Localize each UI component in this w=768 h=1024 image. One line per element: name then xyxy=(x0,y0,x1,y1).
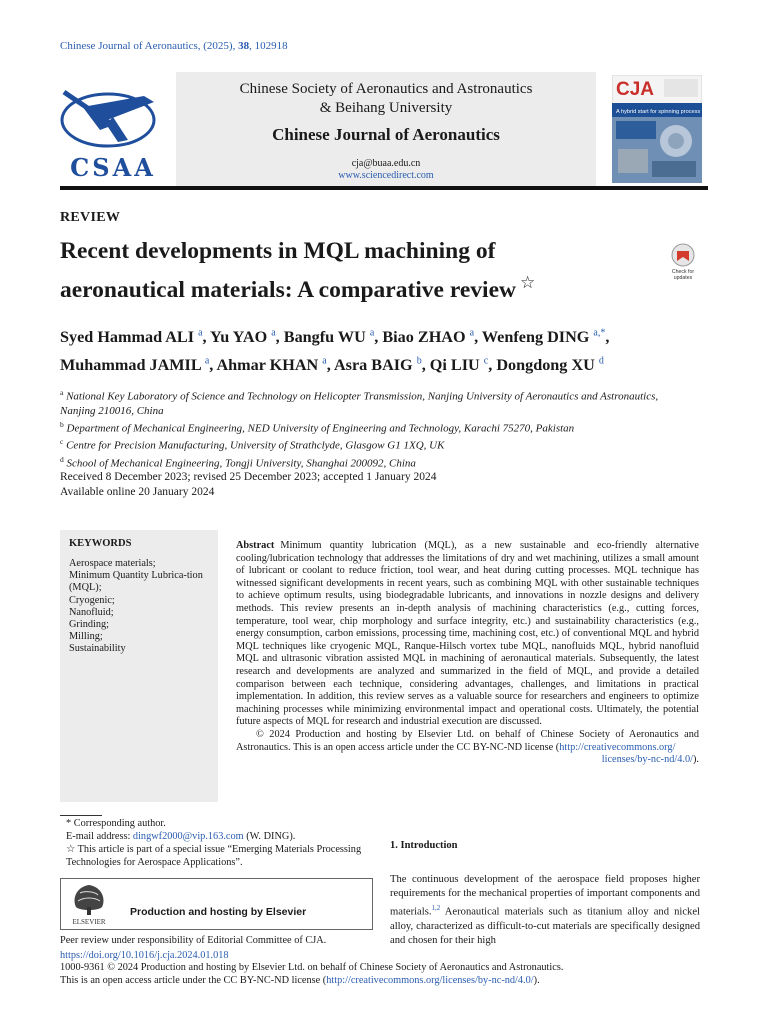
title-line-2: aeronautical materials: A comparative review xyxy=(60,276,516,303)
author[interactable] xyxy=(382,328,482,346)
author-name: Asra BAIG xyxy=(333,355,413,374)
svg-text:A hybrid start for spinning pr: A hybrid start for spinning process xyxy=(616,109,701,115)
author[interactable] xyxy=(334,356,430,374)
author-list xyxy=(60,322,720,377)
keyword-item: Minimum Quantity Lubrica-tion (MQL); xyxy=(69,570,203,594)
introduction-heading: 1. Introduction xyxy=(390,840,458,851)
affiliation-text: Department of Mechanical Engineering, NED University of Engineering and Technology, Karachi 75270, Pakistan xyxy=(66,422,575,435)
special-issue-note: This article is part of a special issue “Emerging Materials Processing Technologies for Aerospace Applications”. xyxy=(66,844,362,868)
peer-review-note: Peer review under responsibility of Editorial Committee of CJA. xyxy=(60,935,327,946)
author-separator: , xyxy=(474,328,482,347)
journal-reference[interactable]: Chinese Journal of Aeronautics, (2025), 38, 102918 xyxy=(60,40,288,52)
affiliation-text: Centre for Precision Manufacturing, University of Strathclyde, Glasgow G1 1XQ, UK xyxy=(66,439,445,452)
affiliation-mark: c xyxy=(60,437,64,447)
keyword-item: Grinding; xyxy=(69,619,110,631)
society-line-2: & Beihang University xyxy=(319,100,453,116)
author-name: Muhammad JAMIL xyxy=(60,355,201,374)
author-name: Qi LIU xyxy=(429,355,480,374)
author-name: Ahmar KHAN xyxy=(216,355,319,374)
affiliation-mark: a xyxy=(60,388,64,397)
author[interactable] xyxy=(482,328,610,346)
journal-website-link[interactable]: www.sciencedirect.com xyxy=(338,170,434,181)
license-link-part-1[interactable]: http://creativecommons.org/ xyxy=(559,741,676,753)
keyword-item: Aerospace materials; xyxy=(69,558,156,569)
affiliation-mark: b xyxy=(60,419,64,429)
journal-name: Chinese Journal of Aeronautics xyxy=(272,125,500,144)
keyword-item: Nanofluid; xyxy=(69,606,114,618)
journal-cover-image xyxy=(612,75,702,183)
online-date: Available online 20 January 2024 xyxy=(60,486,215,498)
hosting-text: Production and hosting by Elsevier xyxy=(130,906,307,918)
journal-ref-text: Chinese Journal of Aeronautics, (2025), xyxy=(60,40,236,52)
author-name: Biao ZHAO xyxy=(382,328,466,347)
author-affiliation-mark[interactable]: a xyxy=(469,328,475,339)
abstract-close: ). xyxy=(692,754,699,766)
affiliations xyxy=(60,386,660,471)
article-title xyxy=(60,236,620,306)
author-name: Wenfeng DING xyxy=(481,328,590,347)
author-separator: , xyxy=(275,328,284,347)
author-separator: , xyxy=(202,328,211,347)
author-separator: , xyxy=(326,355,334,374)
author-separator: , xyxy=(421,355,430,374)
author-affiliation-mark[interactable]: a xyxy=(369,328,375,339)
footnote-rule xyxy=(60,815,102,816)
affiliation xyxy=(60,386,660,418)
abstract-text: Minimum quantity lubrication (MQL), as a new sustainable and eco-friendly alternative cooling/lubrication technology that addresses the limitations of dry and wet machining, utilizes a small amount of lubricant or coolant to reduce friction, tool wear, and heat during cutting processes. MQL technique has witnessed significant developments in recent years, such as combining MQL with other sustainable techniques to achieve optimum results, using biodegradable lubricants, and innovations in nozzle designs and delivery methods. This review presents an in-depth analysis of machining characteristics (e.g., cutting forces, temperature, tool wear, chip morphology and surface integrity, etc.) and sustainability characteristics (e.g., energy consumption, carbon emissions, processing time, machining cost, etc.) of conventional MQL and hybrid MQL techniques like cryogenic MQL, Ranque-Hilsch vortex tube MQL, nanofluids MQL, hybrid nanofluid MQL and ultrasonic vibration assisted MQL in machining of aeronautical materials. Subsequently, the latest research and developments are analyzed and summarized in the field of MQL, and provide a detailed comparison between each technique, considering advantages, challenges, and limitations in practical implementation. In addition, this review serves as a valuable source for researchers and engineers to optimize machining processes while minimizing environmental impact and operational costs. Ultimately, the potential future aspects of MQL for research and industrial execution are discussed. xyxy=(236,540,699,728)
author-affiliation-mark[interactable]: a xyxy=(204,355,210,367)
elsevier-tree-logo xyxy=(66,881,112,927)
journal-contact xyxy=(176,158,596,182)
license-link-part-2[interactable]: licenses/by-nc-nd/4.0/ xyxy=(601,754,693,766)
csaa-logo xyxy=(58,72,168,184)
keywords-heading: KEYWORDS xyxy=(69,538,132,549)
header-rule xyxy=(60,186,708,190)
check-for-updates-badge[interactable] xyxy=(666,242,700,282)
author-affiliation-mark[interactable]: a,* xyxy=(593,328,606,339)
affiliation xyxy=(60,453,660,471)
society-line-1: Chinese Society of Aeronautics and Astronautics xyxy=(239,81,533,97)
author[interactable] xyxy=(210,328,284,346)
author-separator: , xyxy=(488,355,497,374)
keyword-item: Sustainability xyxy=(69,643,126,655)
abstract xyxy=(236,540,699,767)
intro-citation[interactable]: 1,2 xyxy=(431,904,441,913)
journal-email: cja@buaa.edu.cn xyxy=(351,158,421,169)
affiliation xyxy=(60,435,660,453)
oa-suffix: ). xyxy=(533,974,540,986)
corresponding-author-note: Corresponding author. xyxy=(73,818,166,829)
oa-license-link[interactable]: http://creativecommons.org/licenses/by-nc-nd/4.0/ xyxy=(326,974,534,986)
author[interactable] xyxy=(496,356,604,374)
author-affiliation-mark[interactable]: a xyxy=(198,328,203,339)
author-name: Bangfu WU xyxy=(283,328,366,347)
author-affiliation-mark[interactable]: a xyxy=(271,328,276,339)
author[interactable] xyxy=(430,356,497,374)
author-name: Dongdong XU xyxy=(496,355,595,374)
svg-text:CSAA: CSAA xyxy=(70,153,156,182)
introduction-text xyxy=(390,873,700,949)
received-dates: Received 8 December 2023; revised 25 December 2023; accepted 1 January 2024 xyxy=(60,471,437,483)
author-name: Yu YAO xyxy=(210,328,268,347)
affiliation-mark: d xyxy=(60,454,64,464)
keyword-item: Milling; xyxy=(69,631,103,643)
journal-volume: 38 xyxy=(238,40,250,52)
svg-text:updates: updates xyxy=(673,275,693,281)
author[interactable] xyxy=(284,328,383,346)
footnotes: * Corresponding author. E-mail address: dingwf2000@vip.163.com (W. DING). ☆ This article is part of a special issue “Emerging Materials Processing Technologies for Aerospace Applications”. xyxy=(66,818,362,868)
author-affiliation-mark[interactable]: c xyxy=(483,355,489,367)
abstract-label: Abstract xyxy=(236,540,275,551)
svg-text:ELSEVIER: ELSEVIER xyxy=(72,918,106,926)
issn-line: 1000-9361 © 2024 Production and hosting by Elsevier Ltd. on behalf of Chinese Society of Aeronautics and Astronautics. xyxy=(60,962,564,974)
author-affiliation-mark[interactable]: a xyxy=(322,355,327,367)
author[interactable] xyxy=(60,356,216,374)
title-line-1: Recent developments in MQL machining of xyxy=(60,238,496,264)
svg-text:CJA: CJA xyxy=(616,79,655,100)
publisher-society xyxy=(176,80,596,118)
email-label: E-mail address: xyxy=(66,831,131,842)
intro-text-part-1: The continuous development of the aerospace field proposes higher requirements for the mechanical properties of important components and materials. xyxy=(390,874,700,918)
keyword-item: Cryogenic; xyxy=(69,594,115,606)
keywords-list xyxy=(69,558,214,656)
intro-text-part-2: Aeronautical materials such as titanium alloy and nickel alloy, characterized as difficult-to-cut materials are specifically designed and chosen for their high xyxy=(390,906,700,947)
email-suffix: (W. DING). xyxy=(246,831,296,842)
corresponding-email-link[interactable]: dingwf2000@vip.163.com xyxy=(132,831,244,842)
page-footer xyxy=(60,950,700,987)
svg-text:Check for: Check for xyxy=(671,269,695,275)
author-separator: , xyxy=(605,328,610,347)
article-type: REVIEW xyxy=(60,210,121,225)
author[interactable] xyxy=(60,328,210,346)
author-name: Syed Hammad ALI xyxy=(60,328,195,347)
author[interactable] xyxy=(216,356,333,374)
author-separator: , xyxy=(209,355,217,374)
journal-article-number: 102918 xyxy=(254,40,288,52)
abstract-copyright: © 2024 Production and hosting by Elsevier Ltd. on behalf of Chinese Society of Aeronautics and Astronautics. This is an open access article under the CC BY-NC-ND license ( xyxy=(236,728,699,753)
affiliation xyxy=(60,418,660,436)
doi-link[interactable]: https://doi.org/10.1016/j.cja.2024.01.018 xyxy=(60,950,229,961)
author-separator: , xyxy=(374,328,383,347)
affiliation-text: National Key Laboratory of Science and Technology on Helicopter Transmission, Nanjing University of Aeronautics and Astronautics, Nanjing 210016, China xyxy=(60,390,659,417)
oa-prefix: This is an open access article under the CC BY-NC-ND license ( xyxy=(60,974,327,986)
author-affiliation-mark[interactable]: b xyxy=(416,355,422,367)
affiliation-text: School of Mechanical Engineering, Tongji University, Shanghai 200092, China xyxy=(66,457,416,470)
article-dates xyxy=(60,470,660,500)
title-footnote-star[interactable]: ☆ xyxy=(519,273,536,292)
author-affiliation-mark[interactable]: d xyxy=(598,355,604,367)
